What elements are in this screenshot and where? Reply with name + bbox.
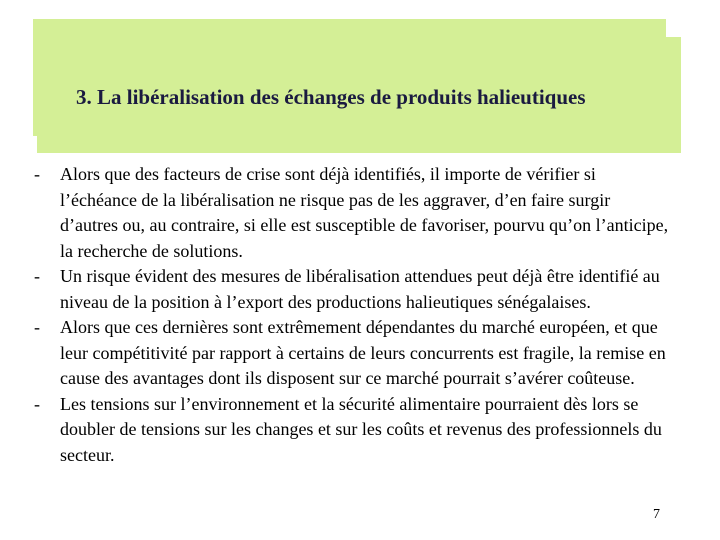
bullet-text: Alors que ces dernières sont extrêmement dépendantes du marché européen, et que leur compétitivité par rapport à certains de leurs concurrents est fragile, la remise en cause des avantages dont ils disposent sur ce marché pourrait s’avérer coûteuse. <box>60 317 666 388</box>
bullet-text: Un risque évident des mesures de libéralisation attendues peut déjà être identifié au niveau de la position à l’export des productions halieutiques sénégalaises. <box>60 266 660 312</box>
list-item <box>30 315 670 392</box>
list-item <box>30 264 670 315</box>
bullet-list <box>30 162 670 468</box>
bullet-text: Les tensions sur l’environnement et la sécurité alimentaire pourraient dès lors se doubler de tensions sur les changes et sur les coûts et revenus des professionnels du secteur. <box>60 393 662 465</box>
bullet-text: Alors que des facteurs de crise sont déjà identifiés, il importe de vérifier si l’échéance de la libéralisation ne risque pas de les aggraver, d’en faire surgir d’autres ou, au contraire, si elle est susceptible de favoriser, pourvu qu’on l’anticipe, la recherche de solutions. <box>60 164 669 261</box>
slide-title: 3. La libéralisation des échanges de produits halieutiques <box>76 85 586 109</box>
bullet-dash: - <box>34 393 40 414</box>
bullet-dash: - <box>34 164 40 184</box>
list-item <box>30 162 670 264</box>
page-number: 7 <box>653 507 660 522</box>
bullet-dash: - <box>34 266 40 286</box>
list-item <box>30 392 670 469</box>
bullet-dash: - <box>34 317 40 337</box>
